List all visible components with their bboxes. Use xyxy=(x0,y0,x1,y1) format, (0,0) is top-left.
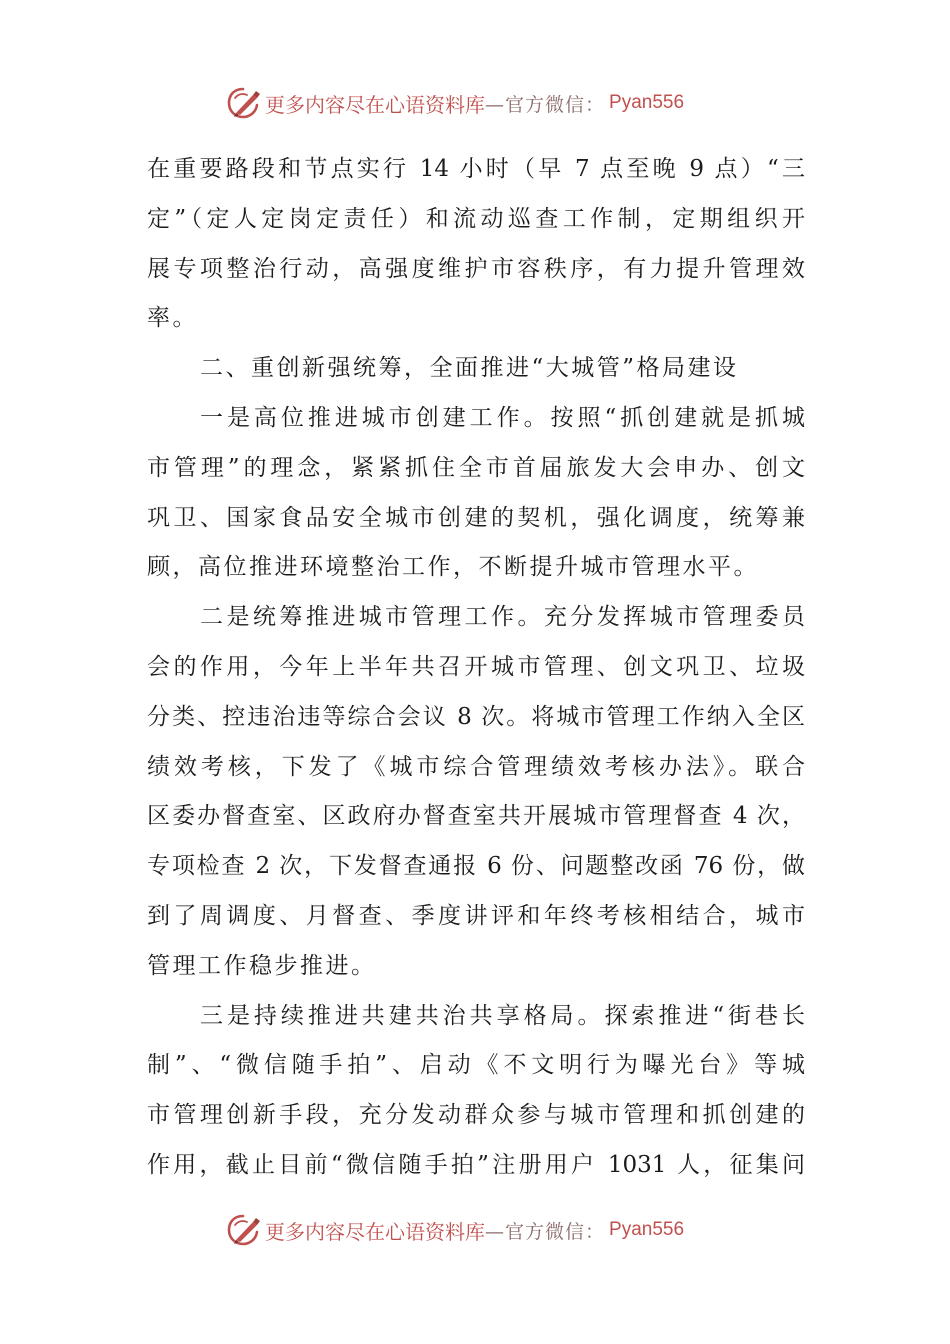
header-watermark xyxy=(226,86,684,120)
watermark-wechat-id: Pyan556 xyxy=(609,1219,685,1240)
pen-logo-icon xyxy=(226,86,262,120)
watermark-wechat-id: Pyan556 xyxy=(609,92,685,113)
text-line: 制”、“微信随手拍”、启动《不文明行为曝光台》等城 xyxy=(147,1052,805,1079)
text-line: 巩卫、国家食品安全城市创建的契机，强化调度，统筹兼 xyxy=(147,504,805,531)
text-line: 在重要路段和节点实行 14 小时（早 7 点至晚 9 点）“三 xyxy=(147,156,805,182)
text-line: 作用，截止目前“微信随手拍”注册用户 1031 人，征集问 xyxy=(147,1151,805,1178)
text-line: 区委办督查室、区政府办督查室共开展城市管理督查 4 次， xyxy=(147,803,805,830)
text-line: 顾，高位推进环境整治工作，不断提升城市管理水平。 xyxy=(147,554,759,581)
text-line: 绩效考核，下发了《城市综合管理绩效考核办法》。联合 xyxy=(147,753,805,780)
watermark-brand: 更多内容尽在心语资料库 xyxy=(265,1219,485,1244)
text-line: 三是持续推进共建共治共享格局。探索推进“街巷长 xyxy=(200,1002,805,1029)
text-line: 到了周调度、月督查、季度讲评和年终考核相结合，城市 xyxy=(147,902,805,929)
text-line: 管理工作稳步推进。 xyxy=(147,952,377,979)
section-heading: 二、重创新强统筹，全面推进“大城管”格局建设 xyxy=(200,355,739,382)
watermark-separator: —官方微信： xyxy=(485,93,606,116)
text-line: 一是高位推进城市创建工作。按照“抓创建就是抓城 xyxy=(200,404,805,431)
watermark-brand: 更多内容尽在心语资料库 xyxy=(265,92,485,117)
text-line: 市管理创新手段，充分发动群众参与城市管理和抓创建的 xyxy=(147,1102,805,1129)
text-line: 率。 xyxy=(147,305,198,332)
text-line: 分类、控违治违等综合会议 8 次。将城市管理工作纳入全区 xyxy=(147,703,805,730)
text-line: 专项检查 2 次，下发督查通报 6 份、问题整改函 76 份，做 xyxy=(147,853,805,880)
text-line: 定”（定人定岗定责任）和流动巡查工作制，定期组织开 xyxy=(147,205,805,232)
text-line: 展专项整治行动，高强度维护市容秩序，有力提升管理效 xyxy=(147,255,805,282)
footer-watermark xyxy=(226,1213,684,1247)
document-body xyxy=(147,145,805,1191)
pen-logo-icon xyxy=(226,1213,262,1247)
text-line: 市管理”的理念，紧紧抓住全市首届旅发大会申办、创文 xyxy=(147,454,805,481)
text-line: 会的作用，今年上半年共召开城市管理、创文巩卫、垃圾 xyxy=(147,653,805,680)
text-line: 二是统筹推进城市管理工作。充分发挥城市管理委员 xyxy=(200,604,805,631)
watermark-separator: —官方微信： xyxy=(485,1220,606,1243)
